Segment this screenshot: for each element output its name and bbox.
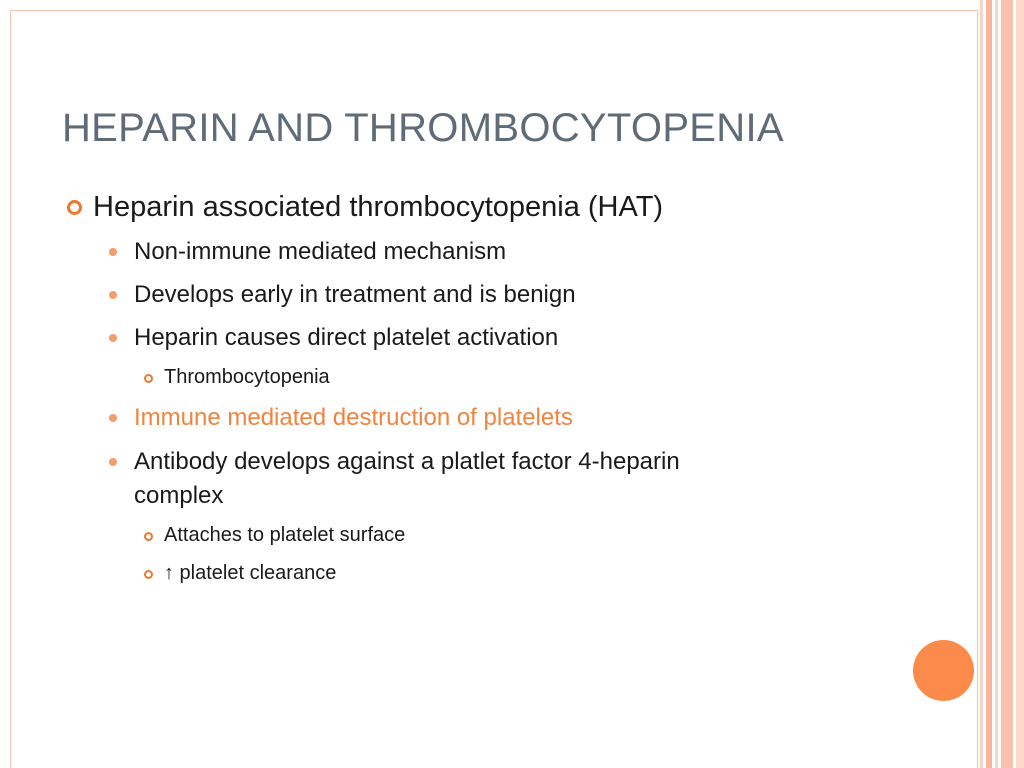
filled-dot-bullet-icon (109, 458, 117, 466)
filled-dot-bullet-icon (109, 414, 117, 422)
bullet-item-level3: Thrombocytopenia (164, 366, 330, 388)
decorative-stripe (1016, 0, 1024, 768)
bullet-item-level2: Heparin causes direct platelet activation (134, 324, 559, 351)
decorative-stripe (995, 0, 998, 768)
decorative-stripe (980, 0, 983, 768)
bullet-item-level2: Develops early in treatment and is benign (134, 281, 576, 308)
filled-dot-bullet-icon (109, 248, 117, 256)
filled-dot-bullet-icon (109, 334, 117, 342)
filled-dot-bullet-icon (109, 291, 117, 299)
small-hollow-circle-bullet-icon (144, 570, 153, 579)
decorative-stripe (986, 0, 992, 768)
orange-circle-icon (913, 640, 974, 701)
bullet-item-level2: Non-immune mediated mechanism (134, 238, 507, 265)
bullet-item-level2-highlight: Immune mediated destruction of platelets (134, 404, 573, 431)
bullet-item-level1: Heparin associated thrombocytopenia (HAT) (93, 191, 664, 223)
bullet-item-level3: ↑ platelet clearance (164, 562, 337, 584)
hollow-circle-bullet-icon (67, 200, 82, 215)
bullet-item-level2-continuation: complex (134, 482, 224, 509)
decorative-stripe (1001, 0, 1013, 768)
small-hollow-circle-bullet-icon (144, 532, 153, 541)
bullet-item-level2: Antibody develops against a platlet factor 4-heparin (134, 448, 680, 475)
bullet-item-level3: Attaches to platelet surface (164, 524, 406, 546)
small-hollow-circle-bullet-icon (144, 374, 153, 383)
slide-title: HEPARIN AND THROMBOCYTOPENIA (62, 106, 784, 150)
